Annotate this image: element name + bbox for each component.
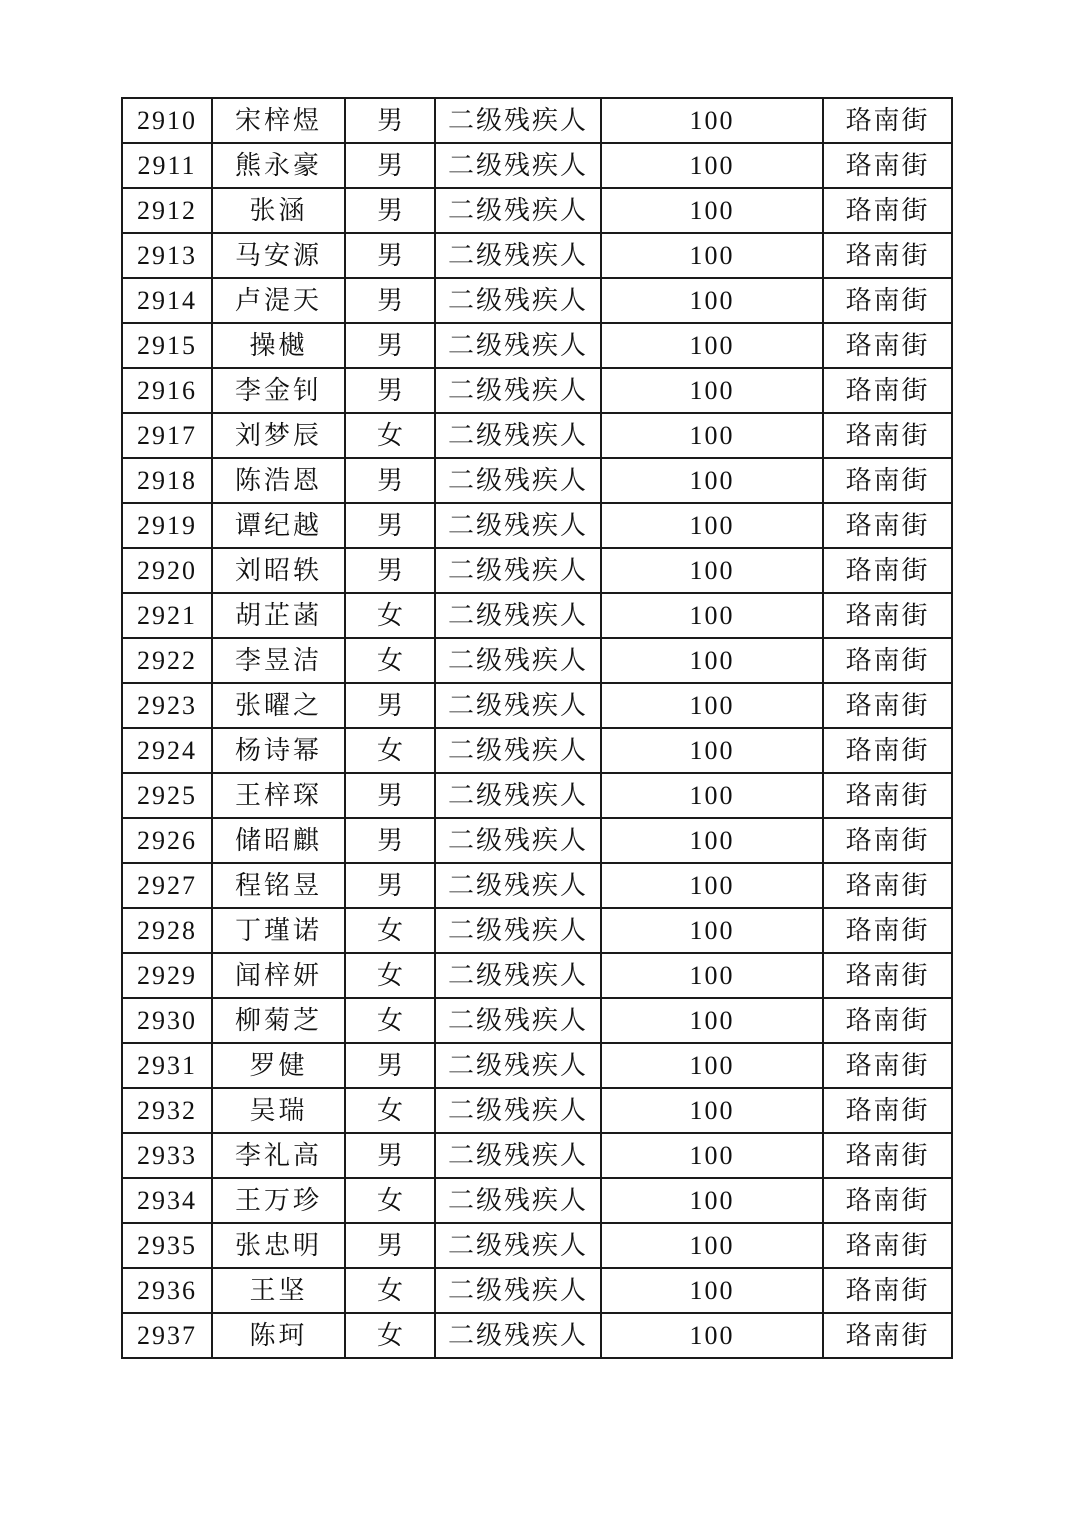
disability-type-cell: 二级残疾人 [435, 233, 601, 278]
name-cell: 李金钊 [212, 368, 345, 413]
name-cell: 谭纪越 [212, 503, 345, 548]
row-number-cell: 2921 [122, 593, 212, 638]
gender-cell: 女 [345, 1178, 435, 1223]
table-row [122, 188, 952, 233]
row-number-cell: 2933 [122, 1133, 212, 1178]
row-number-cell: 2927 [122, 863, 212, 908]
street-cell: 珞南街 [823, 278, 952, 323]
amount-cell: 100 [601, 1313, 823, 1358]
amount-cell: 100 [601, 548, 823, 593]
table-row [122, 413, 952, 458]
gender-cell: 女 [345, 728, 435, 773]
roster-sheet [121, 97, 951, 1359]
street-cell: 珞南街 [823, 188, 952, 233]
table-row [122, 548, 952, 593]
gender-cell: 男 [345, 458, 435, 503]
gender-cell: 男 [345, 1043, 435, 1088]
amount-cell: 100 [601, 1268, 823, 1313]
street-cell: 珞南街 [823, 818, 952, 863]
table-row [122, 728, 952, 773]
row-number-cell: 2915 [122, 323, 212, 368]
disability-type-cell: 二级残疾人 [435, 458, 601, 503]
gender-cell: 女 [345, 413, 435, 458]
amount-cell: 100 [601, 503, 823, 548]
street-cell: 珞南街 [823, 368, 952, 413]
table-row [122, 1178, 952, 1223]
street-cell: 珞南街 [823, 413, 952, 458]
name-cell: 陈浩恩 [212, 458, 345, 503]
table-row [122, 818, 952, 863]
name-cell: 王万珍 [212, 1178, 345, 1223]
amount-cell: 100 [601, 1088, 823, 1133]
table-row [122, 773, 952, 818]
amount-cell: 100 [601, 908, 823, 953]
disability-type-cell: 二级残疾人 [435, 98, 601, 143]
table-row [122, 368, 952, 413]
gender-cell: 男 [345, 143, 435, 188]
table-row [122, 233, 952, 278]
disability-type-cell: 二级残疾人 [435, 368, 601, 413]
disability-type-cell: 二级残疾人 [435, 773, 601, 818]
gender-cell: 男 [345, 278, 435, 323]
gender-cell: 男 [345, 98, 435, 143]
gender-cell: 男 [345, 548, 435, 593]
table-row [122, 143, 952, 188]
street-cell: 珞南街 [823, 1043, 952, 1088]
amount-cell: 100 [601, 998, 823, 1043]
name-cell: 张涵 [212, 188, 345, 233]
name-cell: 陈珂 [212, 1313, 345, 1358]
row-number-cell: 2920 [122, 548, 212, 593]
amount-cell: 100 [601, 863, 823, 908]
disability-type-cell: 二级残疾人 [435, 998, 601, 1043]
disability-type-cell: 二级残疾人 [435, 818, 601, 863]
street-cell: 珞南街 [823, 593, 952, 638]
name-cell: 杨诗幂 [212, 728, 345, 773]
amount-cell: 100 [601, 233, 823, 278]
gender-cell: 女 [345, 953, 435, 998]
name-cell: 操樾 [212, 323, 345, 368]
name-cell: 吴瑞 [212, 1088, 345, 1133]
gender-cell: 女 [345, 908, 435, 953]
street-cell: 珞南街 [823, 1178, 952, 1223]
street-cell: 珞南街 [823, 728, 952, 773]
gender-cell: 男 [345, 1223, 435, 1268]
name-cell: 马安源 [212, 233, 345, 278]
row-number-cell: 2914 [122, 278, 212, 323]
amount-cell: 100 [601, 1043, 823, 1088]
table-row [122, 1043, 952, 1088]
gender-cell: 女 [345, 1268, 435, 1313]
row-number-cell: 2936 [122, 1268, 212, 1313]
name-cell: 程铭昱 [212, 863, 345, 908]
table-row [122, 638, 952, 683]
table-row [122, 1313, 952, 1358]
street-cell: 珞南街 [823, 458, 952, 503]
name-cell: 胡芷菡 [212, 593, 345, 638]
row-number-cell: 2911 [122, 143, 212, 188]
name-cell: 刘梦辰 [212, 413, 345, 458]
table-row [122, 278, 952, 323]
row-number-cell: 2930 [122, 998, 212, 1043]
amount-cell: 100 [601, 98, 823, 143]
amount-cell: 100 [601, 413, 823, 458]
gender-cell: 男 [345, 233, 435, 278]
disability-type-cell: 二级残疾人 [435, 1043, 601, 1088]
row-number-cell: 2928 [122, 908, 212, 953]
table-row [122, 593, 952, 638]
street-cell: 珞南街 [823, 1088, 952, 1133]
name-cell: 刘昭轶 [212, 548, 345, 593]
disability-type-cell: 二级残疾人 [435, 908, 601, 953]
table-row [122, 1088, 952, 1133]
amount-cell: 100 [601, 593, 823, 638]
table-row [122, 998, 952, 1043]
amount-cell: 100 [601, 1178, 823, 1223]
table-row [122, 683, 952, 728]
name-cell: 卢湜天 [212, 278, 345, 323]
street-cell: 珞南街 [823, 323, 952, 368]
amount-cell: 100 [601, 818, 823, 863]
amount-cell: 100 [601, 728, 823, 773]
street-cell: 珞南街 [823, 548, 952, 593]
row-number-cell: 2925 [122, 773, 212, 818]
disability-type-cell: 二级残疾人 [435, 1223, 601, 1268]
disability-type-cell: 二级残疾人 [435, 278, 601, 323]
gender-cell: 男 [345, 818, 435, 863]
table-row [122, 98, 952, 143]
disability-type-cell: 二级残疾人 [435, 143, 601, 188]
table-row [122, 953, 952, 998]
table-row [122, 908, 952, 953]
disability-type-cell: 二级残疾人 [435, 728, 601, 773]
row-number-cell: 2929 [122, 953, 212, 998]
gender-cell: 男 [345, 773, 435, 818]
row-number-cell: 2926 [122, 818, 212, 863]
street-cell: 珞南街 [823, 863, 952, 908]
name-cell: 张忠明 [212, 1223, 345, 1268]
name-cell: 闻梓妍 [212, 953, 345, 998]
disability-type-cell: 二级残疾人 [435, 1088, 601, 1133]
name-cell: 柳菊芝 [212, 998, 345, 1043]
table-row [122, 323, 952, 368]
amount-cell: 100 [601, 638, 823, 683]
street-cell: 珞南街 [823, 773, 952, 818]
disability-type-cell: 二级残疾人 [435, 1178, 601, 1223]
street-cell: 珞南街 [823, 908, 952, 953]
table-row [122, 863, 952, 908]
amount-cell: 100 [601, 773, 823, 818]
gender-cell: 男 [345, 1133, 435, 1178]
amount-cell: 100 [601, 953, 823, 998]
row-number-cell: 2912 [122, 188, 212, 233]
row-number-cell: 2922 [122, 638, 212, 683]
amount-cell: 100 [601, 458, 823, 503]
street-cell: 珞南街 [823, 1223, 952, 1268]
gender-cell: 男 [345, 323, 435, 368]
row-number-cell: 2932 [122, 1088, 212, 1133]
street-cell: 珞南街 [823, 683, 952, 728]
gender-cell: 男 [345, 863, 435, 908]
name-cell: 王坚 [212, 1268, 345, 1313]
amount-cell: 100 [601, 1133, 823, 1178]
amount-cell: 100 [601, 323, 823, 368]
name-cell: 宋梓煜 [212, 98, 345, 143]
row-number-cell: 2935 [122, 1223, 212, 1268]
amount-cell: 100 [601, 278, 823, 323]
gender-cell: 女 [345, 593, 435, 638]
gender-cell: 男 [345, 503, 435, 548]
row-number-cell: 2910 [122, 98, 212, 143]
amount-cell: 100 [601, 683, 823, 728]
disability-type-cell: 二级残疾人 [435, 953, 601, 998]
disability-type-cell: 二级残疾人 [435, 323, 601, 368]
table-row [122, 503, 952, 548]
street-cell: 珞南街 [823, 1133, 952, 1178]
row-number-cell: 2913 [122, 233, 212, 278]
disability-type-cell: 二级残疾人 [435, 503, 601, 548]
disability-type-cell: 二级残疾人 [435, 593, 601, 638]
roster-table [121, 97, 953, 1359]
street-cell: 珞南街 [823, 98, 952, 143]
name-cell: 熊永豪 [212, 143, 345, 188]
disability-type-cell: 二级残疾人 [435, 863, 601, 908]
gender-cell: 女 [345, 638, 435, 683]
street-cell: 珞南街 [823, 638, 952, 683]
gender-cell: 男 [345, 368, 435, 413]
disability-type-cell: 二级残疾人 [435, 1313, 601, 1358]
table-row [122, 1268, 952, 1313]
roster-table-body [122, 98, 952, 1358]
gender-cell: 女 [345, 1088, 435, 1133]
gender-cell: 女 [345, 998, 435, 1043]
disability-type-cell: 二级残疾人 [435, 413, 601, 458]
row-number-cell: 2931 [122, 1043, 212, 1088]
street-cell: 珞南街 [823, 233, 952, 278]
gender-cell: 男 [345, 188, 435, 233]
gender-cell: 男 [345, 683, 435, 728]
name-cell: 丁瑾诺 [212, 908, 345, 953]
street-cell: 珞南街 [823, 953, 952, 998]
street-cell: 珞南街 [823, 1268, 952, 1313]
gender-cell: 女 [345, 1313, 435, 1358]
row-number-cell: 2919 [122, 503, 212, 548]
disability-type-cell: 二级残疾人 [435, 1133, 601, 1178]
street-cell: 珞南街 [823, 143, 952, 188]
row-number-cell: 2918 [122, 458, 212, 503]
street-cell: 珞南街 [823, 998, 952, 1043]
row-number-cell: 2917 [122, 413, 212, 458]
street-cell: 珞南街 [823, 503, 952, 548]
disability-type-cell: 二级残疾人 [435, 1268, 601, 1313]
amount-cell: 100 [601, 188, 823, 233]
row-number-cell: 2937 [122, 1313, 212, 1358]
table-row [122, 1223, 952, 1268]
name-cell: 张曜之 [212, 683, 345, 728]
disability-type-cell: 二级残疾人 [435, 188, 601, 233]
amount-cell: 100 [601, 143, 823, 188]
name-cell: 李礼高 [212, 1133, 345, 1178]
name-cell: 罗健 [212, 1043, 345, 1088]
table-row [122, 458, 952, 503]
disability-type-cell: 二级残疾人 [435, 638, 601, 683]
row-number-cell: 2923 [122, 683, 212, 728]
disability-type-cell: 二级残疾人 [435, 683, 601, 728]
row-number-cell: 2924 [122, 728, 212, 773]
disability-type-cell: 二级残疾人 [435, 548, 601, 593]
name-cell: 李昱洁 [212, 638, 345, 683]
amount-cell: 100 [601, 368, 823, 413]
amount-cell: 100 [601, 1223, 823, 1268]
street-cell: 珞南街 [823, 1313, 952, 1358]
row-number-cell: 2916 [122, 368, 212, 413]
name-cell: 王梓琛 [212, 773, 345, 818]
table-row [122, 1133, 952, 1178]
name-cell: 储昭麒 [212, 818, 345, 863]
row-number-cell: 2934 [122, 1178, 212, 1223]
